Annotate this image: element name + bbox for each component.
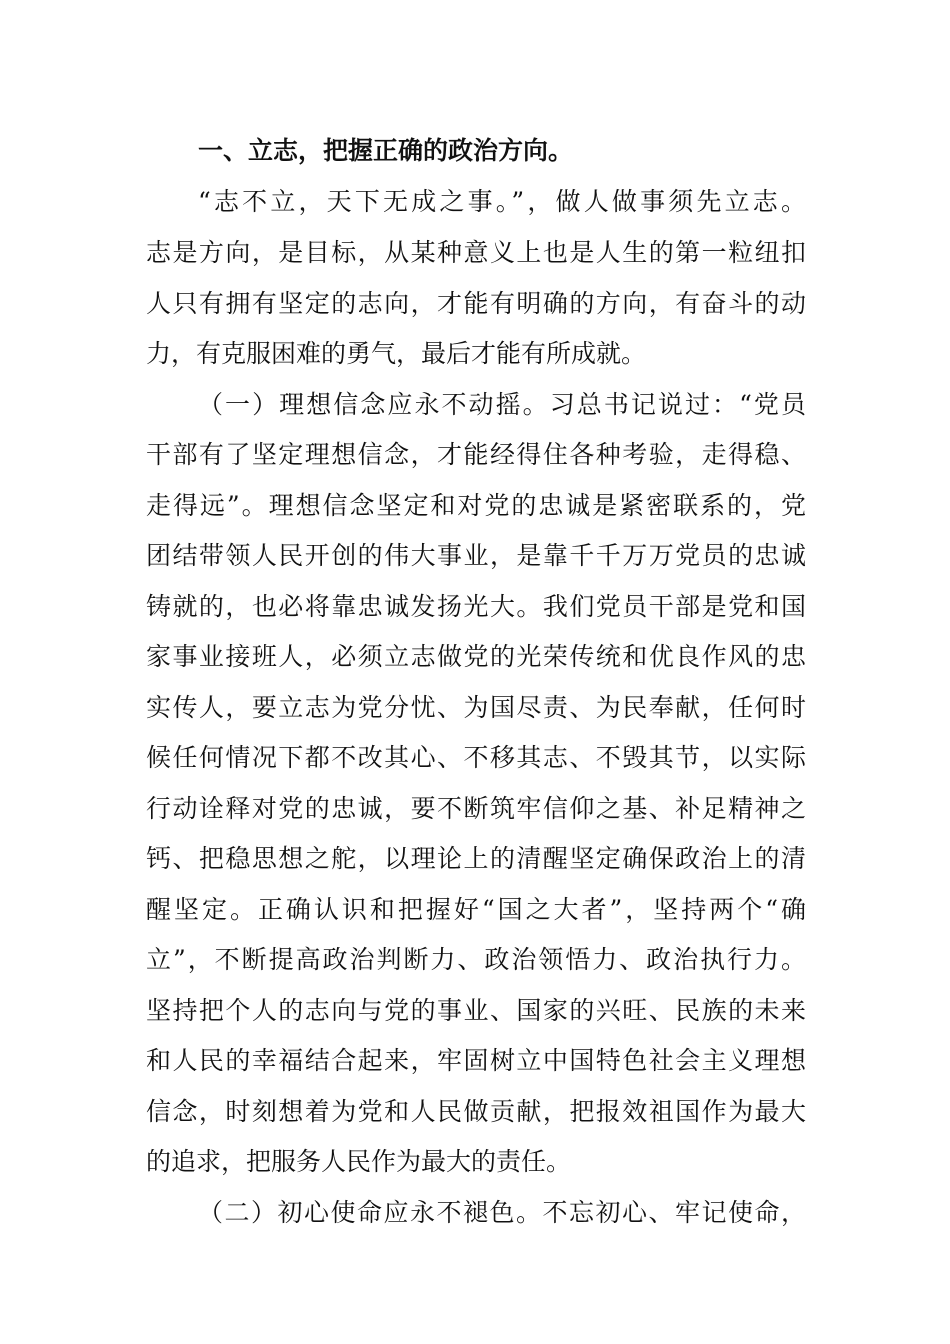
paragraph-1-line-4: 力，有克服困难的勇气，最后才能有所成就。 — [146, 339, 647, 368]
paragraph-2-line-4: 团结带领人民开创的伟大事业，是靠千千万万党员的忠诚 — [146, 541, 806, 570]
section-heading: 一、立志，把握正确的政治方向。 — [198, 136, 574, 165]
paragraph-2-line-8: 候任何情况下都不改其心、不移其志、不毁其节，以实际 — [146, 743, 806, 772]
paragraph-2-line-6: 家事业接班人，必须立志做党的光荣传统和优良作风的忠 — [146, 642, 806, 671]
paragraph-1-line-3: 人只有拥有坚定的志向，才能有明确的方向，有奋斗的动 — [146, 289, 806, 318]
paragraph-2-line-11: 醒坚定。正确认识和把握好“国之大者”，坚持两个“确 — [146, 895, 806, 924]
paragraph-2-line-5: 铸就的，也必将靠忠诚发扬光大。我们党员干部是党和国 — [146, 592, 806, 621]
paragraph-2-line-9: 行动诠释对党的忠诚，要不断筑牢信仰之基、补足精神之 — [146, 794, 806, 823]
paragraph-2-line-13: 坚持把个人的志向与党的事业、国家的兴旺、民族的未来 — [146, 996, 806, 1025]
paragraph-2-line-2: 干部有了坚定理想信念，才能经得住各种考验，走得稳、 — [146, 440, 806, 469]
paragraph-2-line-1: （一）理想信念应永不动摇。习总书记说过：“党员 — [198, 390, 806, 419]
paragraph-2-line-15: 信念，时刻想着为党和人民做贡献，把报效祖国作为最大 — [146, 1097, 806, 1126]
paragraph-2-line-7: 实传人，要立志为党分忧、为国尽责、为民奉献，任何时 — [146, 693, 806, 722]
paragraph-2-line-3: 走得远”。理想信念坚定和对党的忠诚是紧密联系的，党 — [146, 491, 806, 520]
paragraph-1-line-2: 志是方向，是目标，从某种意义上也是人生的第一粒纽扣 — [146, 238, 806, 267]
paragraph-2-line-10: 钙、把稳思想之舵，以理论上的清醒坚定确保政治上的清 — [146, 844, 806, 873]
paragraph-1-line-1: “志不立，天下无成之事。”，做人做事须先立志。 — [198, 187, 806, 216]
paragraph-2-line-14: 和人民的幸福结合起来，牢固树立中国特色社会主义理想 — [146, 1046, 806, 1075]
paragraph-3-line-1: （二）初心使命应永不褪色。不忘初心、牢记使命， — [198, 1198, 806, 1227]
paragraph-2-line-12: 立”，不断提高政治判断力、政治领悟力、政治执行力。 — [146, 945, 806, 974]
paragraph-2-line-16: 的追求，把服务人民作为最大的责任。 — [146, 1147, 572, 1176]
